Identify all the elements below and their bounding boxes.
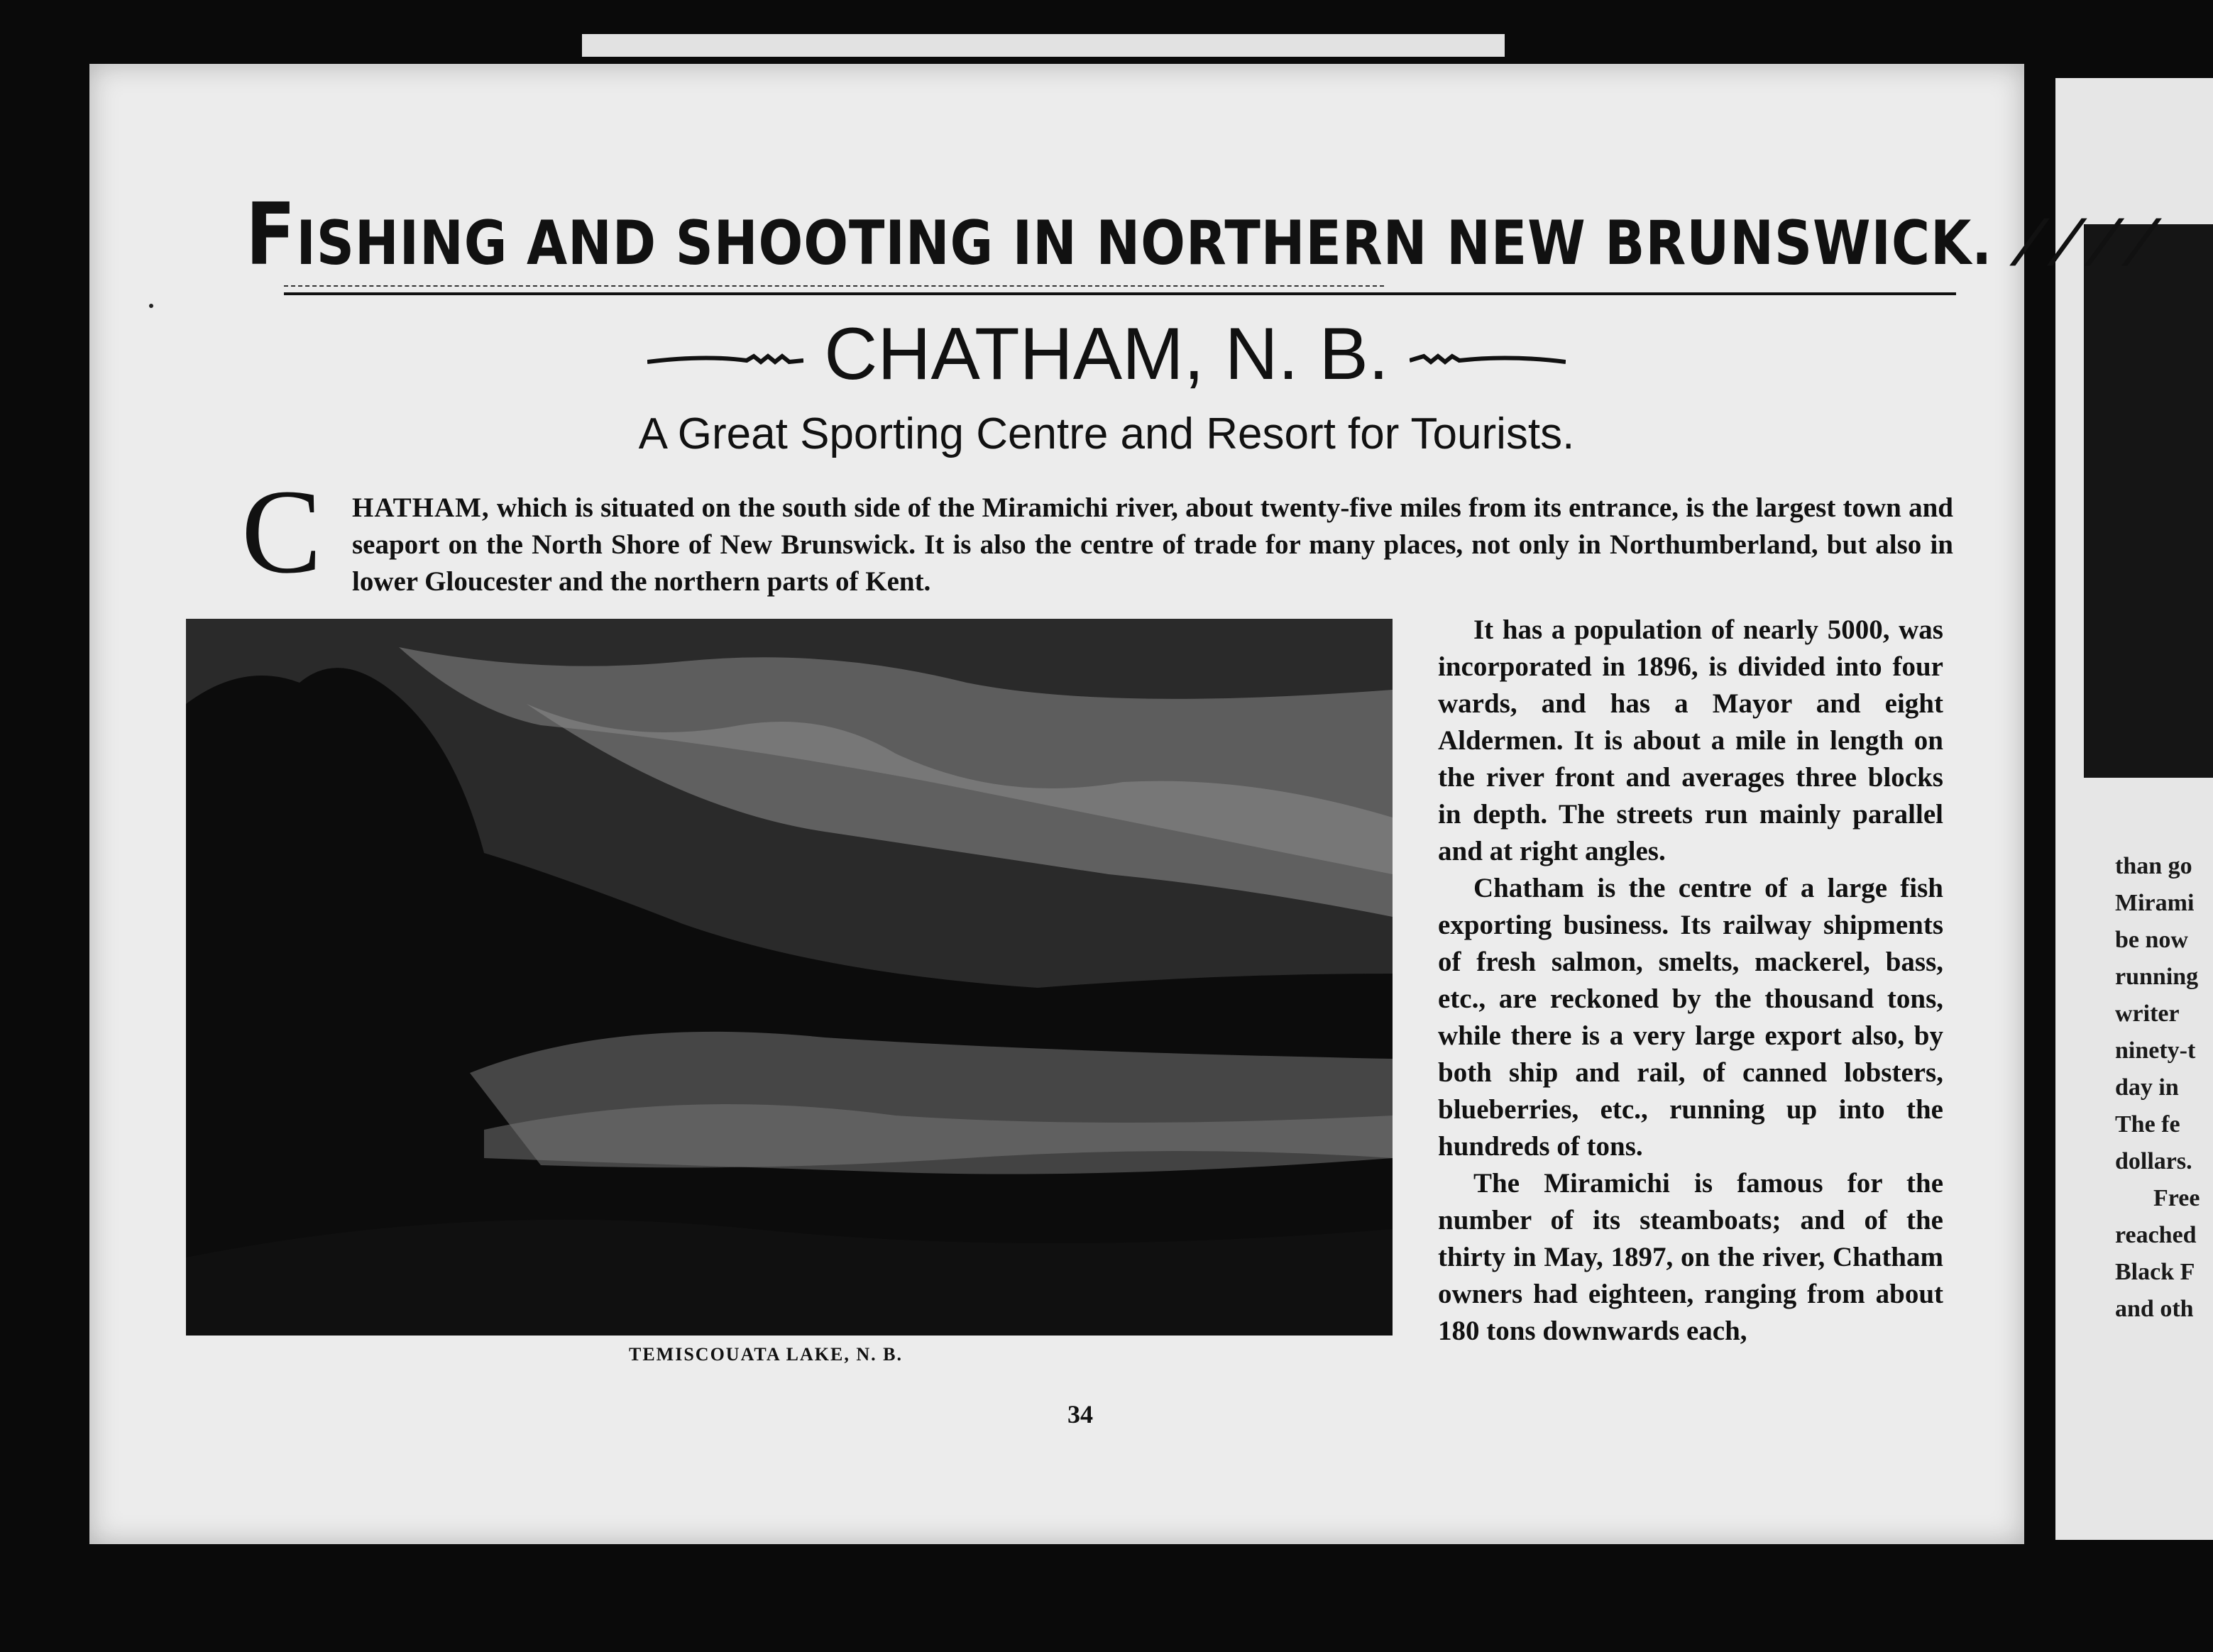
lake-photo-illustration: [186, 619, 1393, 1336]
drop-cap: C: [241, 465, 322, 598]
title-text: ISHING AND SHOOTING IN NORTHERN NEW BRUNSWICK.: [296, 208, 1993, 279]
right-column-text: [1438, 612, 1943, 1350]
tagline: A Great Sporting Centre and Resort for Tourists.: [638, 409, 1575, 458]
intro-paragraph: [352, 490, 1953, 600]
adjacent-text-line: dollars.: [2115, 1148, 2192, 1174]
page-title: [246, 186, 2161, 285]
scan-edge: [582, 34, 1505, 57]
subtitle-text: CHATHAM, N. B.: [824, 313, 1389, 395]
title-underline-ornament: [284, 285, 1384, 287]
photo-caption: TEMISCOUATA LAKE, N. B.: [629, 1344, 903, 1365]
page-number: 34: [1067, 1400, 1093, 1428]
adjacent-page: [2055, 78, 2213, 1540]
column-paragraph: It has a population of nearly 5000, was incorporated in 1896, is divided into four wards, and has a Mayor and eight Aldermen. It is about a mile in length on the river front and averages three blocks in depth. The streets run mainly parallel and at right angles.: [1438, 615, 1943, 866]
right-swash-ornament: [1410, 352, 1566, 368]
title-flourish: ⟋⟋⟋⟋: [2011, 208, 2161, 279]
intro-text: which is situated on the south side of the Miramichi river, about twenty-five miles from its entrance, is the largest town and seaport on the North Shore of New Brunswick. It is also the centre of trade for many places, not only in Northumberland, but also in lower Gloucester and the northern parts of Kent.: [352, 492, 1953, 597]
adjacent-text-line: Black F: [2115, 1259, 2195, 1285]
adjacent-text-line: and oth: [2115, 1296, 2194, 1322]
adjacent-text-line: ninety-t: [2115, 1037, 2196, 1064]
column-paragraph: The Miramichi is famous for the number of its steamboats; and of the thirty in May, 1897, on the river, Chatham owners had eighteen, ranging from about 180 tons downwards each,: [1438, 1168, 1943, 1346]
adjacent-text-line: writer: [2115, 1001, 2180, 1027]
title-initial: F: [246, 186, 297, 285]
left-swash-ornament: [647, 352, 803, 368]
lake-photograph: [186, 619, 1393, 1336]
subtitle: [0, 312, 2213, 397]
title-underline: [284, 292, 1956, 295]
adjacent-text-line: Free: [2153, 1185, 2200, 1211]
adjacent-text-line: The fe: [2115, 1111, 2180, 1138]
intro-lead-caps: HATHAM,: [352, 492, 490, 523]
adjacent-page-photo: [2084, 224, 2213, 778]
adjacent-text-line: reached: [2115, 1222, 2197, 1248]
speck: [149, 304, 153, 308]
column-paragraph: Chatham is the centre of a large fish exporting business. Its railway shipments of fresh salmon, smelts, mackerel, bass, etc., are reckoned by the thousand tons, while there is a very large export also, by both ship and rail, of canned lobsters, blueberries, etc., running up into the hundreds of tons.: [1438, 873, 1943, 1162]
adjacent-text-line: be now: [2115, 927, 2188, 953]
adjacent-text-line: day in: [2115, 1074, 2179, 1101]
adjacent-text-line: Mirami: [2115, 890, 2195, 916]
adjacent-text-line: running: [2115, 964, 2199, 990]
adjacent-text-line: than go: [2115, 853, 2192, 879]
